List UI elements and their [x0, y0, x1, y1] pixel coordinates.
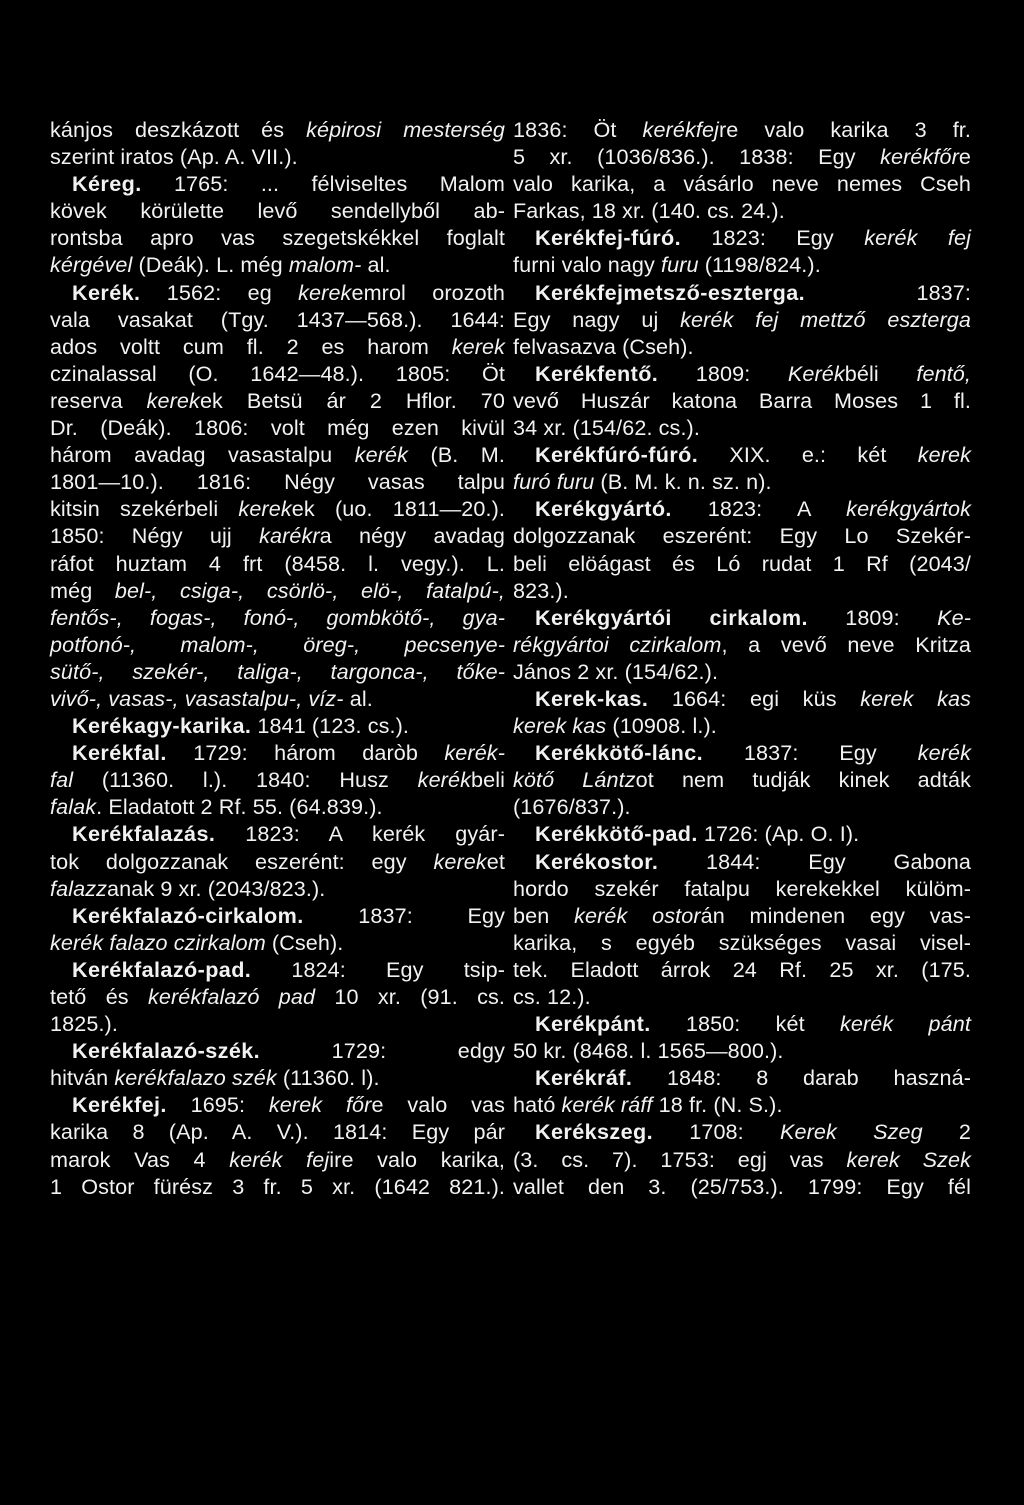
text-line [513, 956, 971, 983]
text-segment: (1198/824.). [698, 252, 821, 278]
text-line [513, 468, 971, 495]
italic-segment: kötő Lántz [513, 767, 636, 793]
headword: Kerékfal. [72, 740, 167, 766]
text-segment: 1823: A [671, 496, 847, 522]
text-segment: 1 Ostor fürész 3 fr. 5 xr. (1642 821.). [50, 1173, 505, 1199]
headword: Kerékagy-karika. [72, 713, 252, 739]
text-segment: 1823: Egy [681, 225, 865, 251]
text-line [513, 414, 971, 441]
text-line [50, 820, 505, 847]
text-segment: János 2 xr. (154/62.). [513, 658, 719, 684]
text-line [50, 902, 505, 929]
text-segment: 1695: [166, 1092, 269, 1118]
italic-segment: kerék- [444, 740, 505, 766]
text-segment: (3. cs. 7). 1753: egj vas [513, 1146, 847, 1172]
text-line [50, 1037, 505, 1064]
headword: Kerékfalazó-szék. [72, 1038, 261, 1064]
italic-segment: falak [50, 794, 97, 820]
left-column [50, 116, 505, 1200]
text-line [513, 143, 971, 170]
text-segment: . Eladatott 2 Rf. 55. (64.839.). [96, 794, 383, 820]
text-segment: ható [513, 1092, 562, 1118]
text-line [50, 1173, 505, 1200]
text-segment: furni valo nagy [513, 252, 662, 278]
text-segment: 1801—10.). 1816: Négy vasas talpu [50, 469, 505, 495]
italic-segment: kerékfalazó pad [147, 984, 316, 1009]
text-segment: szerint iratos (Ap. A. VII.). [50, 144, 298, 170]
italic-segment: kerék [917, 740, 971, 766]
text-line [513, 197, 971, 224]
text-segment: 1836: Öt [513, 117, 643, 142]
text-line [513, 604, 971, 631]
italic-segment: Kerek Szeg [779, 1119, 923, 1145]
text-segment: ek Betsü ár 2 Hflor. 70 [199, 387, 505, 413]
text-segment: e [958, 144, 971, 170]
italic-segment: malom- [288, 252, 362, 278]
italic-segment: bel-, csiga-, csörlö-, elö-, fatalpú-, [114, 577, 506, 603]
text-segment: rontsba apro vas szegetskékkel foglalt [50, 225, 505, 251]
italic-segment: kerék [354, 442, 409, 468]
text-line [50, 685, 505, 712]
italic-segment: vivő-, vasas-, vasastalpu-, víz- [50, 685, 344, 711]
text-segment: , a vevő neve Kritza [721, 631, 971, 657]
text-line [50, 712, 505, 739]
text-line [50, 251, 505, 278]
headword: Kerékráf. [535, 1065, 633, 1091]
text-line [513, 279, 971, 306]
text-line [513, 793, 971, 820]
text-segment: karika 8 (Ap. A. V.). 1814: Egy pár [50, 1119, 505, 1145]
headword: Kerékfejmetsző-eszterga. [535, 279, 806, 305]
italic-segment: potfonó-, malom-, öreg-, pecsenye- [50, 631, 505, 657]
text-segment: 1809: [807, 604, 938, 630]
text-line [50, 1146, 505, 1173]
text-line [513, 658, 971, 685]
text-segment: kitsin szekérbeli [50, 496, 239, 522]
italic-segment: kerék [417, 767, 471, 793]
text-segment: dolgozzanak eszerént: Egy Lo Szekér- [513, 523, 971, 549]
text-line [50, 766, 505, 793]
headword: Kerékfúró-fúró. [535, 442, 699, 468]
text-segment: (Cseh). [265, 929, 344, 955]
italic-segment: furu [661, 252, 699, 278]
text-segment: marok Vas 4 [50, 1146, 230, 1172]
headword: Kerékpánt. [535, 1011, 651, 1037]
text-line [513, 712, 971, 739]
headword: Kerék. [72, 279, 141, 305]
text-segment: 1824: Egy tsip- [251, 956, 505, 982]
text-line [513, 1010, 971, 1037]
italic-segment: kerek [238, 496, 292, 522]
italic-segment: kerek Szek [846, 1146, 971, 1172]
italic-segment: falazz [50, 875, 108, 901]
text-line [50, 197, 505, 224]
text-segment: felvasazva (Cseh). [513, 333, 694, 359]
italic-segment: kerek kas [513, 713, 607, 739]
text-segment: 1726: (Ap. O. I). [697, 821, 860, 847]
text-segment: (B. M. [408, 442, 505, 468]
text-line [50, 279, 505, 306]
text-line [50, 875, 505, 902]
text-line [50, 387, 505, 414]
text-line [513, 333, 971, 360]
text-line [50, 631, 505, 658]
text-line [513, 631, 971, 658]
headword: Kéreg. [72, 171, 142, 197]
text-line [50, 468, 505, 495]
italic-segment: furó furu [513, 469, 595, 495]
text-segment: 10 xr. (91. cs. [315, 984, 505, 1009]
text-segment: ire valo karika, [329, 1146, 506, 1172]
text-line [50, 333, 505, 360]
italic-segment: fentő, [916, 360, 971, 386]
text-line [513, 306, 971, 333]
text-line [513, 1037, 971, 1064]
text-line [513, 360, 971, 387]
text-segment: al. [361, 252, 391, 278]
text-line [513, 495, 971, 522]
headword: Kerékszeg. [535, 1119, 654, 1145]
text-segment: Farkas, 18 xr. (140. cs. 24.). [513, 198, 785, 224]
italic-segment: kerék falazo czirkalom [50, 929, 266, 955]
text-line [513, 1146, 971, 1173]
text-segment: kövek körülette levő sendellyből ab- [50, 198, 505, 224]
text-line [50, 360, 505, 387]
text-line [50, 956, 505, 983]
text-segment: 1850: Négy ujj [50, 523, 260, 549]
text-line [513, 820, 971, 847]
text-segment: (Deák). L. még [132, 252, 289, 278]
italic-segment: sütő-, szekér-, taliga-, targonca-, tőke- [50, 658, 505, 684]
text-segment: 18 fr. (N. S.). [652, 1092, 783, 1118]
text-line [513, 983, 971, 1010]
text-line [50, 658, 505, 685]
italic-segment: kerék fej mettző eszterga [680, 306, 971, 332]
text-segment: reserva [50, 387, 147, 413]
headword: Kerékfej-fúró. [535, 225, 681, 251]
text-segment: 1837: [805, 279, 971, 305]
italic-segment: kerék ráff [561, 1092, 653, 1118]
italic-segment: kerek kas [860, 685, 971, 711]
text-segment: 1562: eg [140, 279, 299, 305]
text-segment: 823.). [513, 577, 569, 603]
text-segment: 1765: ... félviseltes Malom [141, 171, 505, 197]
text-segment: tok dolgozzanak eszerént: egy [50, 848, 434, 874]
text-segment: tek. Eladott árrok 24 Rf. 25 xr. (175. [513, 956, 971, 982]
text-segment: anak 9 xr. (2043/823.). [107, 875, 326, 901]
text-line [513, 116, 971, 143]
text-segment: al. [343, 685, 373, 711]
text-segment: (B. M. k. n. sz. n). [594, 469, 772, 495]
text-line [513, 441, 971, 468]
text-segment: vala vasakat (Tgy. 1437—568.). 1644: [50, 306, 505, 332]
italic-segment: kerékfej [642, 117, 719, 142]
text-segment: 1664: egi küs [648, 685, 861, 711]
text-segment: (11360. l). [276, 1065, 380, 1091]
text-segment: 1844: Egy Gabona [658, 848, 971, 874]
text-line [50, 522, 505, 549]
text-segment: vevő Huszár katona Barra Moses 1 fl. [513, 387, 971, 413]
text-line [513, 739, 971, 766]
text-segment: 1841 (123. cs.). [251, 713, 410, 739]
italic-segment: kerek [451, 333, 505, 359]
headword: Kerékfej. [72, 1092, 167, 1118]
text-segment: 2 [922, 1119, 971, 1145]
text-line [513, 1118, 971, 1145]
text-line [50, 793, 505, 820]
text-line [513, 902, 971, 929]
text-segment: valo karika, a vásárlo neve nemes Cseh [513, 171, 971, 197]
text-segment: hitván [50, 1065, 115, 1091]
text-segment: 1823: A kerék gyár- [215, 821, 505, 847]
headword: Kerékfalazó-cirkalom. [72, 902, 304, 928]
text-segment: a négy avadag [319, 523, 505, 549]
text-segment: 34 xr. (154/62. cs.). [513, 415, 700, 441]
text-line [50, 848, 505, 875]
text-line [513, 550, 971, 577]
text-segment: ados voltt cum fl. 2 es harom [50, 333, 452, 359]
text-segment: 1848: 8 darab haszná- [632, 1065, 971, 1091]
italic-segment: kerékfalazo szék [114, 1065, 277, 1091]
headword: Kerékkötő-pad. [535, 821, 698, 847]
text-segment: cs. 12.). [513, 984, 591, 1009]
text-segment: béli [844, 360, 917, 386]
text-segment: 1708: [653, 1119, 780, 1145]
text-segment: hordo szekér fatalpu kerekekkel külöm- [513, 875, 971, 901]
text-segment: ben [513, 902, 575, 928]
text-segment: ek (uo. 1811—20.). [291, 496, 505, 522]
text-segment: (11360. l.). 1840: Husz [73, 767, 418, 793]
headword: Kerékfentő. [535, 360, 659, 386]
text-line [50, 306, 505, 333]
text-line [513, 170, 971, 197]
italic-segment: kerek főr [268, 1092, 372, 1118]
text-line [513, 1173, 971, 1200]
text-line [513, 875, 971, 902]
text-segment: kánjos deszkázott és [50, 117, 307, 142]
italic-segment: fentős-, fogas-, fonó-, gombkötő-, gya- [50, 604, 505, 630]
text-segment: 50 kr. (8468. l. 1565—800.). [513, 1038, 784, 1064]
italic-segment: kerek [917, 442, 971, 468]
text-line [50, 1118, 505, 1145]
text-line [50, 983, 505, 1010]
text-line [513, 685, 971, 712]
text-line [50, 1091, 505, 1118]
italic-segment: fal [50, 767, 74, 793]
text-segment: án mindenen egy vas- [700, 902, 971, 928]
text-segment: emrol orozoth [351, 279, 505, 305]
italic-segment: Kerék [787, 360, 845, 386]
italic-segment: kérgével [50, 252, 133, 278]
italic-segment: karékr [259, 523, 320, 549]
text-line [513, 848, 971, 875]
italic-segment: kerek [298, 279, 352, 305]
text-segment: e valo vas [371, 1092, 505, 1118]
text-segment: 1850: két [650, 1011, 840, 1037]
italic-segment: képirosi mesterség [306, 117, 505, 142]
text-line [50, 739, 505, 766]
right-column [513, 116, 971, 1200]
italic-segment: kerék pánt [840, 1011, 971, 1037]
text-line [513, 1091, 971, 1118]
text-line [513, 251, 971, 278]
text-segment: tető és [50, 984, 148, 1009]
text-line [50, 929, 505, 956]
text-segment: et [486, 848, 505, 874]
headword: Kerek-kas. [535, 685, 649, 711]
text-line [513, 522, 971, 549]
text-segment: (1676/837.). [513, 794, 631, 820]
text-segment: XIX. e.: két [698, 442, 918, 468]
text-segment: 1809: [658, 360, 788, 386]
italic-segment: kerek [146, 387, 200, 413]
headword: Kerékfalazás. [72, 821, 216, 847]
text-line [50, 604, 505, 631]
headword: Kerékostor. [535, 848, 659, 874]
text-line [50, 224, 505, 251]
text-segment: 1729: edgy [260, 1038, 505, 1064]
text-line [513, 929, 971, 956]
text-segment: vallet den 3. (25/753.). 1799: Egy fél [513, 1173, 971, 1199]
headword: Kerékfalazó-pad. [72, 956, 252, 982]
text-line [50, 1064, 505, 1091]
text-segment: re valo karika 3 fr. [718, 117, 972, 142]
italic-segment: kerek [433, 848, 487, 874]
italic-segment: kerék fej [229, 1146, 330, 1172]
text-line [50, 143, 505, 170]
italic-segment: kerékfőr [880, 144, 959, 170]
text-segment: három avadag vasastalpu [50, 442, 355, 468]
text-line [513, 577, 971, 604]
text-segment: 1825.). [50, 1011, 118, 1037]
text-line [50, 116, 505, 143]
text-segment: Dr. (Deák). 1806: volt még ezen kivül [50, 415, 505, 441]
headword: Kerékgyártói cirkalom. [535, 604, 808, 630]
text-segment: (10908. l.). [606, 713, 717, 739]
text-line [50, 550, 505, 577]
text-segment: czinalassal (O. 1642—48.). 1805: Öt [50, 360, 505, 386]
text-line [50, 1010, 505, 1037]
text-segment: Egy nagy uj [513, 306, 681, 332]
text-line [50, 414, 505, 441]
text-line [513, 387, 971, 414]
text-segment: 1837: Egy [303, 902, 505, 928]
text-line [513, 766, 971, 793]
headword: Kerékgyártó. [535, 496, 672, 522]
text-segment: karika, s egyéb szükséges vasai visel- [513, 929, 971, 955]
text-segment: 1837: Egy [703, 740, 918, 766]
headword: Kerékkötő-lánc. [535, 740, 704, 766]
text-segment: ráfot huztam 4 frt (8458. l. vegy.). L. [50, 550, 505, 576]
text-segment: még [50, 577, 115, 603]
text-line [50, 441, 505, 468]
text-segment: beli [470, 767, 505, 793]
text-line [50, 170, 505, 197]
text-segment: beli elöágast és Ló rudat 1 Rf (2043/ [513, 550, 971, 576]
text-line [513, 224, 971, 251]
text-segment: ot nem tudják kinek adták [635, 767, 971, 793]
italic-segment: rékgyártoi czirkalom [513, 631, 722, 657]
italic-segment: kerék fej [864, 225, 971, 251]
text-segment: 5 xr. (1036/836.). 1838: Egy [513, 144, 881, 170]
text-segment: 1729: három daròb [166, 740, 445, 766]
text-line [50, 495, 505, 522]
text-line [50, 577, 505, 604]
text-line [513, 1064, 971, 1091]
italic-segment: kerék ostor [574, 902, 701, 928]
italic-segment: Ke- [937, 604, 971, 630]
italic-segment: kerékgyártok [846, 496, 971, 522]
